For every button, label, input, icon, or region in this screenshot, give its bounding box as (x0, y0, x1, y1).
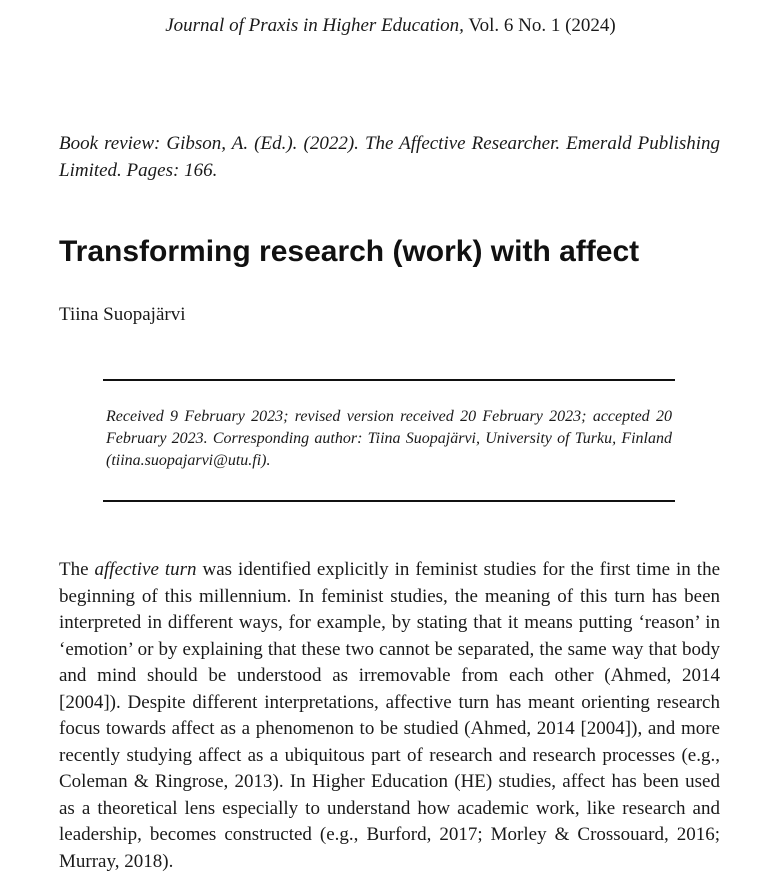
body-emphasis: affective turn (94, 559, 197, 580)
body-paragraph (59, 557, 720, 875)
book-review-citation: Book review: Gibson, A. (Ed.). (2022). The Affective Researcher. Emerald Publishing Limited. Pages: 166. (59, 133, 720, 181)
bottom-divider (103, 500, 675, 502)
journal-volume: Vol. 6 No. 1 (2024) (463, 15, 616, 36)
author-name: Tiina Suopajärvi (59, 304, 186, 325)
received-note: Received 9 February 2023; revised version received 20 February 2023; accepted 20 February 2023. Corresponding author: Tiina Suopajärvi, University of Turku, Finland (tiina.suopajarvi@utu.fi). (106, 408, 672, 469)
top-divider (103, 379, 675, 381)
journal-header (0, 14, 781, 38)
article-title: Transforming research (work) with affect (59, 235, 640, 268)
body-lead: The (59, 559, 95, 580)
journal-name: Journal of Praxis in Higher Education, (165, 15, 464, 36)
body-rest: was identified explicitly in feminist studies for the first time in the beginning of this millennium. In feminist studies, the meaning of this turn has been interpreted in different ways, for example, by stating that it means putting ‘reason’ in ‘emotion’ or by explaining that these two cannot be separated, the same way that body and mind should be understood as irremovable from each other (Ahmed, 2014 [2004]). Despite different interpretations, affective turn has meant orienting research focus towards affect as a phenomenon to be studied (Ahmed, 2014 [2004]), and more recently studying affect as a ubiquitous part of research and research processes (e.g., Coleman & Ringrose, 2013). In Higher Education (HE) studies, affect has been used as a theoretical lens especially to understand how academic work, like research and leadership, becomes constructed (e.g., Burford, 2017; Morley & Crossouard, 2016; Murray, 2018). (59, 559, 720, 872)
